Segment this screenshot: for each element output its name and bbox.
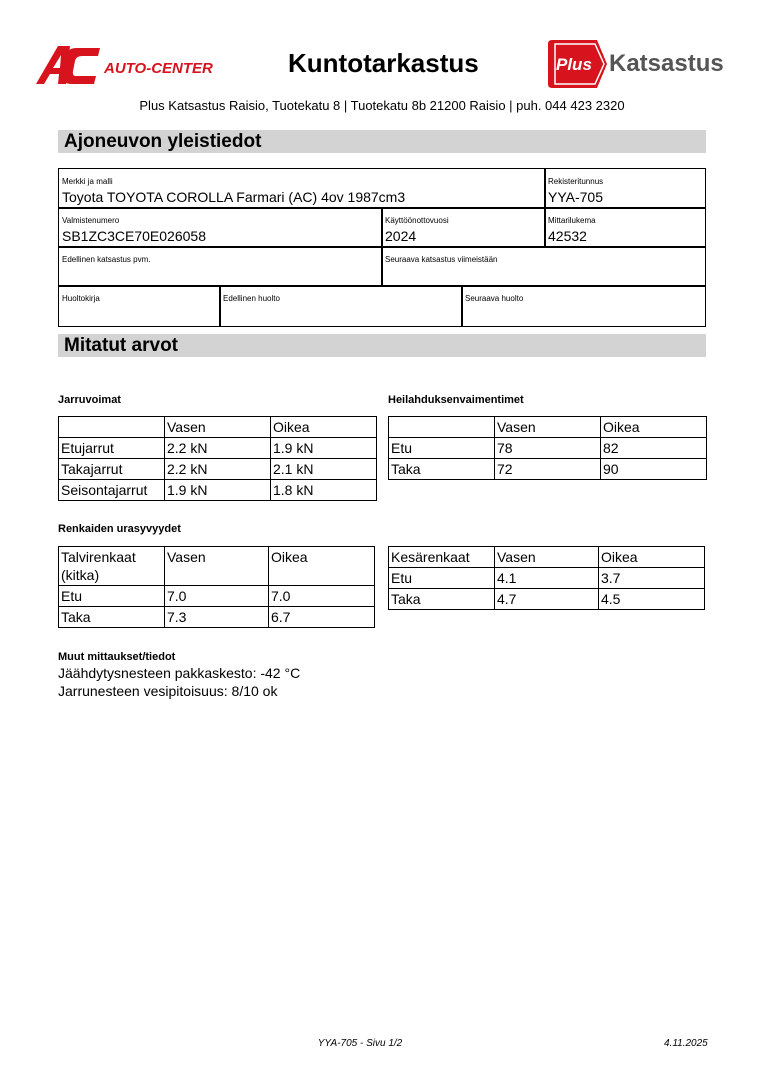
table-cell: 7.0 xyxy=(269,586,375,607)
table-header-row xyxy=(59,417,377,438)
table-cell: Taka xyxy=(389,589,495,610)
registration-label: Rekisteritunnus xyxy=(548,177,604,186)
table-cell: Taka xyxy=(59,607,165,628)
table-cell: Oikea xyxy=(601,417,707,438)
plus-katsastus-logo xyxy=(547,38,729,90)
table-cell: Kesärenkaat xyxy=(389,547,495,568)
service-book-cell xyxy=(58,285,221,327)
service-book-label: Huoltokirja xyxy=(62,294,100,303)
table-cell: 2.2 kN xyxy=(165,459,271,480)
coolant-line: Jäähdytysnesteen pakkaskesto: -42 °C xyxy=(58,665,301,681)
table-cell xyxy=(59,417,165,438)
table-row xyxy=(59,586,375,607)
table-cell: Etu xyxy=(59,586,165,607)
table-cell: Etu xyxy=(389,438,495,459)
shocks-heading: Heilahduksenvaimentimet xyxy=(388,394,524,406)
odometer-cell xyxy=(544,207,706,248)
table-cell: 7.3 xyxy=(165,607,269,628)
odometer-label: Mittarilukema xyxy=(548,216,596,225)
next-service-label: Seuraava huolto xyxy=(465,294,524,303)
registration-value: YYA-705 xyxy=(548,189,603,205)
table-cell: 90 xyxy=(601,459,707,480)
table-cell: Taka xyxy=(389,459,495,480)
brakes-heading: Jarruvoimat xyxy=(58,394,121,406)
year-label: Käyttöönottovuosi xyxy=(385,216,449,225)
auto-center-logo xyxy=(36,44,226,86)
vin-cell xyxy=(58,207,383,248)
make-model-label: Merkki ja malli xyxy=(62,177,113,186)
table-row xyxy=(389,589,705,610)
table-header-row xyxy=(389,547,705,568)
tread-heading: Renkaiden urasyvyydet xyxy=(58,523,181,535)
year-cell xyxy=(381,207,546,248)
table-cell: 78 xyxy=(495,438,601,459)
previous-inspection-cell xyxy=(58,246,383,287)
table-cell: Takajarrut xyxy=(59,459,165,480)
table-cell: 2.2 kN xyxy=(165,438,271,459)
table-header-row xyxy=(59,547,375,586)
shocks-table xyxy=(388,416,707,480)
make-model-cell xyxy=(58,168,546,209)
brakes-table xyxy=(58,416,377,501)
table-cell: Etujarrut xyxy=(59,438,165,459)
table-cell: Vasen xyxy=(165,417,271,438)
footer-date: 4.11.2025 xyxy=(664,1038,708,1049)
other-measurements-heading: Muut mittaukset/tiedot xyxy=(58,651,176,663)
table-cell: Oikea xyxy=(271,417,377,438)
auto-center-wordmark: AUTO-CENTER xyxy=(104,60,213,77)
footer-page-number: YYA-705 - Sivu 1/2 xyxy=(317,1038,403,1049)
table-cell: Vasen xyxy=(495,417,601,438)
table-cell: Seisontajarrut xyxy=(59,480,165,501)
winter-tires-table xyxy=(58,546,375,628)
next-inspection-cell xyxy=(381,246,706,287)
registration-cell xyxy=(544,168,706,209)
make-model-value: Toyota TOYOTA COROLLA Farmari (AC) 4ov 1987cm3 xyxy=(62,189,406,205)
table-row xyxy=(389,568,705,589)
table-cell: 2.1 kN xyxy=(271,459,377,480)
table-row xyxy=(389,438,707,459)
next-service-cell xyxy=(461,285,706,327)
table-row xyxy=(59,607,375,628)
vin-value: SB1ZC3CE70E026058 xyxy=(62,228,206,244)
brake-fluid-line: Jarrunesteen vesipitoisuus: 8/10 ok xyxy=(58,683,278,699)
previous-inspection-label: Edellinen katsastus pvm. xyxy=(62,255,151,264)
table-cell: 7.0 xyxy=(165,586,269,607)
odometer-value: 42532 xyxy=(548,228,587,244)
table-row xyxy=(59,438,377,459)
table-cell: 1.9 kN xyxy=(165,480,271,501)
table-cell: Etu xyxy=(389,568,495,589)
table-cell: Vasen xyxy=(495,547,599,568)
table-cell: 4.7 xyxy=(495,589,599,610)
table-row xyxy=(59,480,377,501)
table-cell: Oikea xyxy=(269,547,375,586)
table-cell: Talvirenkaat (kitka) xyxy=(59,547,165,586)
table-cell: 1.8 kN xyxy=(271,480,377,501)
plus-badge-text: Plus xyxy=(556,55,592,74)
page-title: Kuntotarkastus xyxy=(288,48,479,78)
table-cell: 72 xyxy=(495,459,601,480)
previous-service-label: Edellinen huolto xyxy=(223,294,280,303)
table-cell: 4.1 xyxy=(495,568,599,589)
year-value: 2024 xyxy=(385,228,417,244)
section-general-title: Ajoneuvon yleistiedot xyxy=(58,130,706,153)
previous-service-cell xyxy=(219,285,463,327)
table-cell: 1.9 kN xyxy=(271,438,377,459)
summer-tires-table xyxy=(388,546,705,610)
table-cell: 4.5 xyxy=(599,589,705,610)
table-row xyxy=(389,459,707,480)
next-inspection-label: Seuraava katsastus viimeistään xyxy=(385,255,498,264)
table-cell: 82 xyxy=(601,438,707,459)
table-header-row xyxy=(389,417,707,438)
table-row xyxy=(59,459,377,480)
table-cell xyxy=(389,417,495,438)
section-measured-title: Mitatut arvot xyxy=(58,334,706,357)
vehicle-info-grid xyxy=(58,168,706,327)
table-cell: 3.7 xyxy=(599,568,705,589)
katsastus-wordmark: Katsastus xyxy=(609,50,724,77)
address-line: Plus Katsastus Raisio, Tuotekatu 8 | Tuotekatu 8b 21200 Raisio | puh. 044 423 2320 xyxy=(139,98,625,113)
table-cell: Vasen xyxy=(165,547,269,586)
vin-label: Valmistenumero xyxy=(62,216,120,225)
table-cell: Oikea xyxy=(599,547,705,568)
table-cell: 6.7 xyxy=(269,607,375,628)
